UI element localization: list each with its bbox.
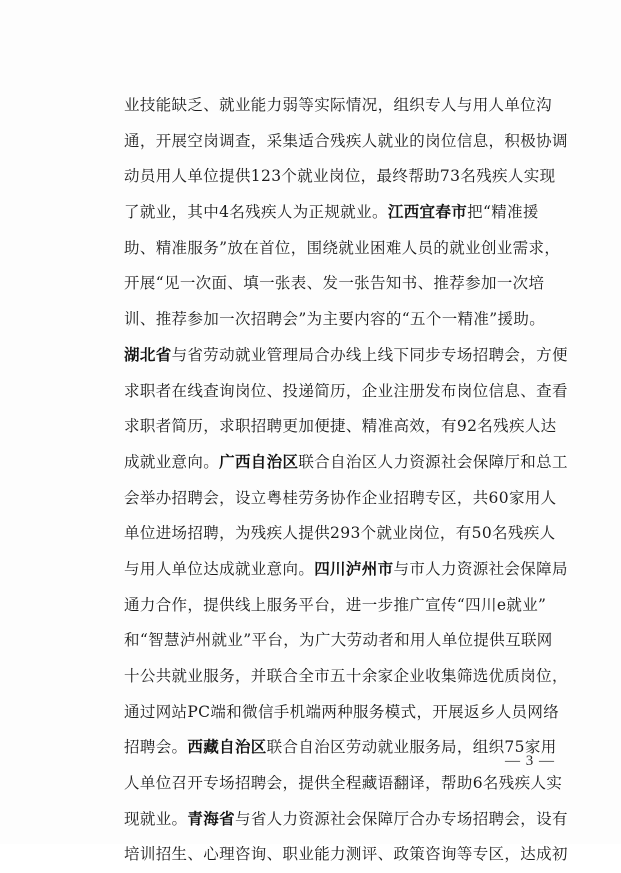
region-name: 广西自治区 xyxy=(219,452,299,471)
region-name: 青海省 xyxy=(187,809,235,828)
text-line xyxy=(124,837,568,873)
text-line xyxy=(124,338,568,374)
text-segment: 与省劳动就业管理局合办线上线下同步专场招聘会，方便 xyxy=(171,345,568,364)
text-segment: 训、推荐参加一次招聘会”为主要内容的“五个一精准”援助。 xyxy=(124,310,546,329)
text-segment: 业技能缺乏、就业能力弱等实际情况，组织专人与用人单位沟 xyxy=(124,96,552,114)
page-number: — 3 — xyxy=(505,753,555,769)
text-line xyxy=(124,766,563,802)
region-name: 江西宜春市 xyxy=(387,203,468,222)
text-segment: 与市人力资源社会保障局 xyxy=(393,559,568,578)
text-segment: 联合自治区劳动就业服务局，组织75家用 xyxy=(266,738,557,757)
text-segment: 把“精准援 xyxy=(467,203,539,222)
text-line xyxy=(124,516,556,552)
body-text xyxy=(124,88,568,873)
text-segment: 会举办招聘会，设立粤桂劳务协作企业招聘专区，共60家用人 xyxy=(124,488,557,507)
text-line xyxy=(124,302,546,338)
text-segment: 和“智慧泸州就业”平台，为广大劳动者和用人单位提供互联网 xyxy=(124,631,553,650)
text-line xyxy=(124,88,552,124)
text-segment: 联合自治区人力资源社会保障厅和总工 xyxy=(298,452,568,471)
text-line xyxy=(124,623,553,659)
text-line xyxy=(124,695,560,731)
text-line xyxy=(124,195,539,231)
text-segment: 与用人单位达成就业意向。 xyxy=(124,559,315,578)
text-segment: 助、精准服务”放在首位，围绕就业困难人员的就业创业需求， xyxy=(124,238,561,257)
text-segment: 十公共就业服务，并联合全市五十余家企业收集筛选优质岗位， xyxy=(124,667,568,685)
text-segment: 求职者在线查询岗位、投递简历，企业注册发布岗位信息、查看 xyxy=(124,381,568,400)
text-line xyxy=(124,445,568,481)
text-segment: 招聘会。 xyxy=(124,738,188,757)
text-segment: 通，开展空岗调查，采集适合残疾人就业的岗位信息，积极协调 xyxy=(124,131,568,150)
text-line xyxy=(124,588,547,624)
text-segment: 求职者简历，求职招聘更加便捷、精准高效，有92名残疾人达 xyxy=(124,417,557,436)
text-segment: 开展“见一次面、填一张表、发一张告知书、推荐参加一次培 xyxy=(124,274,545,293)
text-line xyxy=(124,481,557,517)
region-name: 西藏自治区 xyxy=(187,738,267,757)
text-line xyxy=(124,730,557,766)
text-segment: 与省人力资源社会保障厅合办专场招聘会，设有 xyxy=(234,809,568,828)
text-segment: 动员用人单位提供123个就业岗位，最终帮助73名残疾人实现 xyxy=(124,167,556,186)
text-segment: 通过网站PC端和微信手机端两种服务模式，开展返乡人员网络 xyxy=(124,702,560,721)
region-name: 湖北省 xyxy=(124,345,172,364)
text-line xyxy=(124,124,568,160)
text-segment: 现就业。 xyxy=(124,809,188,828)
text-segment: 通力合作，提供线上服务平台，进一步推广宣传“四川e就业” xyxy=(124,595,547,614)
text-line xyxy=(124,802,568,838)
text-segment: 人单位召开专场招聘会，提供全程藏语翻译，帮助6名残疾人实 xyxy=(124,774,563,793)
text-segment: 单位进场招聘，为残疾人提供293个就业岗位，有50名残疾人 xyxy=(124,524,556,543)
text-line xyxy=(124,159,556,195)
text-segment: 了就业，其中4名残疾人为正规就业。 xyxy=(124,203,388,222)
text-line xyxy=(124,266,545,302)
text-line xyxy=(124,231,561,267)
text-segment: 成就业意向。 xyxy=(124,452,220,471)
text-line xyxy=(124,374,568,410)
text-segment: 培训招生、心理咨询、职业能力测评、政策咨询等专区，达成初 xyxy=(124,845,568,864)
text-line xyxy=(124,409,557,445)
text-line xyxy=(124,552,568,588)
text-line xyxy=(124,659,568,695)
region-name: 四川泸州市 xyxy=(314,559,394,578)
